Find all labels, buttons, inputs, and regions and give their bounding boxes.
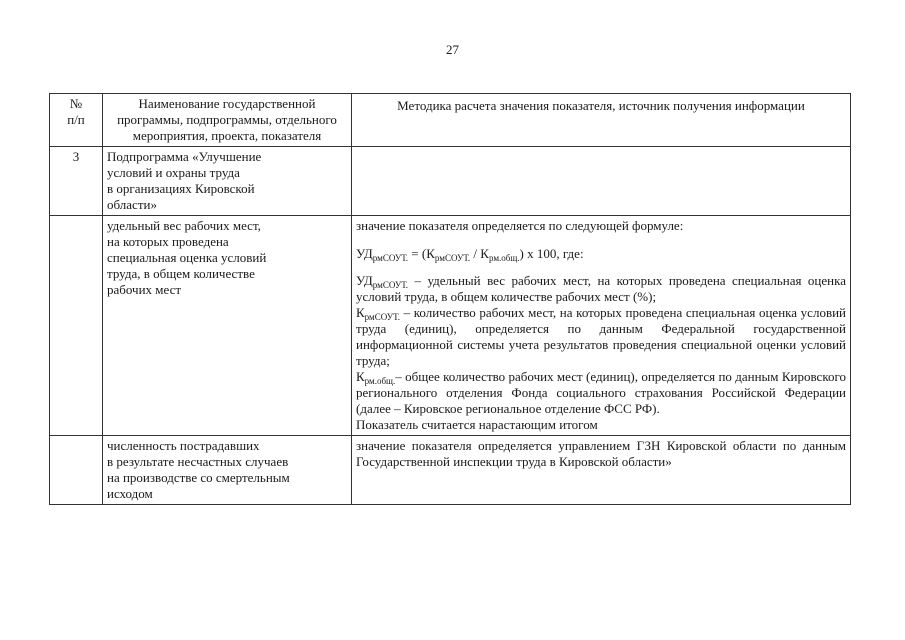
formula: $УД_{рмСОУТ.} = (К_{рмСОУТ.} / К_{рм.общ.})$ x 100, где: bbox=[356, 246, 584, 263]
row1-number-empty bbox=[50, 216, 103, 436]
table-row bbox=[50, 436, 851, 505]
row2-indicator: численность пострадавших в результате несчастных случаев на производстве со смертельным исходом bbox=[103, 436, 352, 505]
formula-intro: значение показателя определяется по следующей формуле: bbox=[356, 218, 684, 233]
row2-number-empty bbox=[50, 436, 103, 505]
header-method: Методика расчета значения показателя, источник получения информации bbox=[352, 94, 851, 147]
table-row bbox=[50, 216, 851, 436]
header-row bbox=[50, 94, 851, 147]
row1-method bbox=[352, 216, 851, 436]
header-number: № п/п bbox=[50, 94, 103, 147]
indicators-table bbox=[49, 93, 851, 505]
section-row bbox=[50, 147, 851, 216]
row1-indicator: удельный вес рабочих мест, на которых проведена специальная оценка условий труда, в общем количестве рабочих мест bbox=[103, 216, 352, 436]
row2-method: значение показателя определяется управлением ГЗН Кировской области по данным Государственной инспекции труда в Кировской области» bbox=[352, 436, 851, 505]
section-number: 3 bbox=[50, 147, 103, 216]
definition-k-total: $К_{рм.общ.}-$ общее количество рабочих мест (единиц), определяется по данным Кировского регионального отделения Фонда социального страхования Российской Федерации (далее – Кировское региональное отделение ФСС РФ). bbox=[356, 369, 846, 416]
header-name: Наименование государственной программы, подпрограммы, отдельного мероприятия, проекта, показателя bbox=[103, 94, 352, 147]
section-method-empty bbox=[352, 147, 851, 216]
definition-k-sout: $К_{рмСОУТ.}$ – количество рабочих мест, на которых проведена специальная оценка условий труда (единиц), определяется по данным Федеральной государственной информационной системы учета результатов проведения специальной оценки условий труда; bbox=[356, 305, 846, 368]
cumulative-note: Показатель считается нарастающим итогом bbox=[356, 417, 598, 432]
page-number: 27 bbox=[446, 42, 459, 57]
definition-ud: $УД_{рмСОУТ.}$ – удельный вес рабочих мест, на которых проведена специальная оценка условий труда, в общем количестве рабочих мест (%); bbox=[356, 273, 846, 304]
section-name: Подпрограмма «Улучшение условий и охраны труда в организациях Кировской области» bbox=[103, 147, 352, 216]
